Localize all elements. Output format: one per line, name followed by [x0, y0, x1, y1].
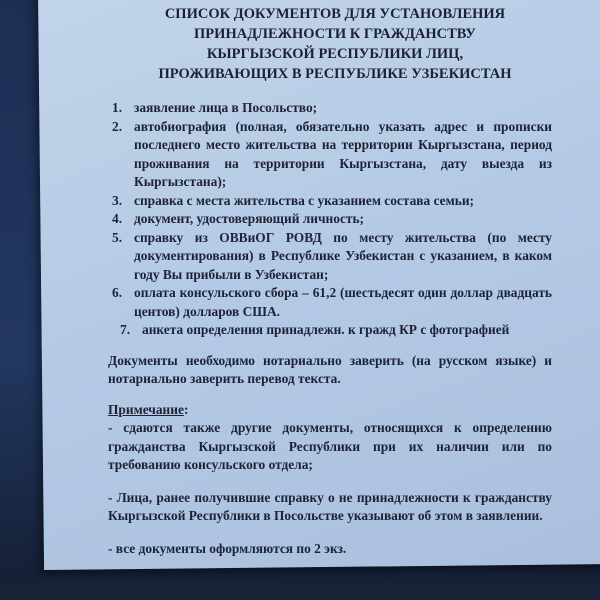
bottom-shadow	[0, 572, 600, 600]
item-number: 4.	[112, 211, 123, 226]
note-heading	[108, 401, 552, 420]
note-item: - все документы оформляются по 2 экз.	[108, 540, 347, 556]
document-body	[108, 99, 552, 558]
note-heading-text: Примечание	[108, 401, 184, 417]
note-heading-colon: :	[183, 401, 189, 417]
list-item	[112, 229, 552, 285]
item-number: 6.	[112, 285, 123, 300]
item-number: 1.	[112, 100, 123, 115]
title-line: СПИСОК ДОКУМЕНТОВ ДЛЯ УСТАНОВЛЕНИЯ	[164, 6, 506, 22]
document-title	[150, 4, 520, 84]
list-item	[112, 321, 552, 340]
list-item	[112, 192, 552, 211]
title-line: ПРОЖИВАЮЩИХ В РЕСПУБЛИКЕ УЗБЕКИСТАН	[158, 66, 512, 82]
list-item	[112, 99, 552, 118]
item-number: 3.	[112, 192, 123, 208]
list-item	[112, 118, 552, 192]
title-line: КЫРГЫЗСКОЙ РЕСПУБЛИКИ ЛИЦ,	[206, 46, 464, 62]
document-list	[112, 99, 552, 340]
title-line: ПРИНАДЛЕЖНОСТИ К ГРАЖДАНСТВУ	[194, 26, 476, 42]
list-item	[112, 210, 552, 229]
item-text: оплата консульского сбора – 61,2 (шестьдесят один доллар двадцать центов) долларов США.	[134, 285, 552, 319]
note-item: - Лица, ранее получившие справку о не принадлежности к гражданству Кыргызской Республики в Посольстве указывают об этом в заявлении.	[108, 489, 552, 523]
note-item: - сдаются также другие документы, относящихся к определению гражданства Кыргызской Республики при их наличии или по требованию консульского отдела;	[108, 420, 552, 472]
item-number: 7.	[120, 322, 131, 337]
item-text: документ, удостоверяющий личность;	[134, 211, 365, 226]
item-text: справка с места жительства с указанием состава семьи;	[134, 192, 475, 208]
item-number: 2.	[112, 118, 123, 134]
item-text: автобиография (полная, обязательно указать адрес и прописки последнего место жительства на территории Кыргызстана, период проживания на территории Кыргызстана, дату выезда из Кыргызстана);	[134, 118, 552, 189]
item-text: заявление лица в Посольство;	[134, 100, 318, 115]
item-text: справку из ОВВиОГ РОВД по месту жительства (по месту документирования) в Республике Узбекистан с указанием, в каком году Вы прибыли в Узбекистан;	[134, 229, 552, 282]
item-number: 5.	[112, 229, 123, 245]
item-text: анкета определения принадлежн. к гражд КР с фотографией	[142, 322, 510, 337]
notary-paragraph: Документы необходимо нотариально заверить (на русском языке) и нотариально заверить перевод текста.	[108, 352, 552, 386]
list-item	[112, 284, 552, 321]
